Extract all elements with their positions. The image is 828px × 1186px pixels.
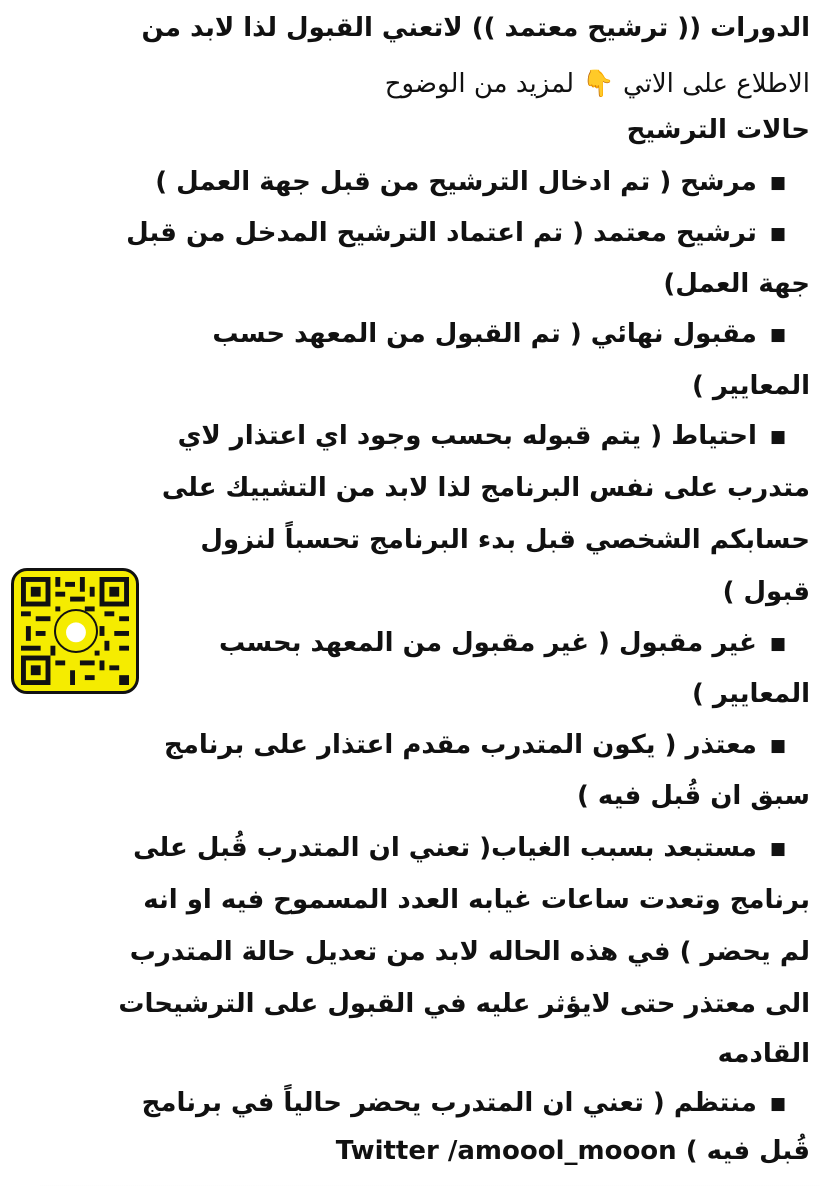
bullet-icon: ■ (769, 838, 786, 859)
list-item (212, 314, 786, 354)
text-fragment: قُبل فيه ) (685, 1136, 810, 1166)
text-line: الى معتذر حتى لايؤثر عليه في القبول على الترشيحات (118, 989, 810, 1019)
list-item-text: ترشيح معتمد ( تم اعتماد الترشيح المدخل من قبل (126, 218, 757, 248)
text-line: القادمه (717, 1039, 810, 1069)
text-fragment: الاطلاع على الاتي (622, 69, 810, 99)
text-line (336, 1131, 810, 1171)
list-item (164, 725, 786, 765)
snapchat-qr-code (11, 568, 139, 694)
bullet-icon: ■ (769, 223, 786, 244)
bullet-icon: ■ (769, 426, 786, 447)
bullet-icon: ■ (769, 1093, 786, 1114)
text-line: الدورات (( ترشيح معتمد )) لاتعني القبول لذا لابد من (141, 13, 810, 43)
list-item (178, 416, 786, 456)
text-fragment: لمزيد من الوضوح (384, 69, 575, 99)
text-line (385, 64, 810, 104)
text-line: متدرب على نفس البرنامج لذا لابد من التشييك على (161, 473, 810, 503)
list-item-text: غير مقبول ( غير مقبول من المعهد بحسب (219, 628, 757, 658)
text-line: قبول ) (722, 577, 810, 607)
list-item-text: منتظم ( تعني ان المتدرب يحضر حالياً في برنامج (141, 1088, 757, 1118)
list-item (142, 1083, 786, 1123)
list-item-text: معتذر ( يكون المتدرب مقدم اعتذار على برنامج (164, 730, 757, 760)
list-item-text: مستبعد بسبب الغياب( تعني ان المتدرب قُبل على (133, 833, 757, 863)
text-line: المعايير ) (691, 371, 810, 401)
bullet-icon: ■ (769, 633, 786, 654)
text-line: جهة العمل) (663, 269, 810, 299)
bullet-icon: ■ (769, 735, 786, 756)
bullet-icon: ■ (769, 172, 786, 193)
list-item-text: مرشح ( تم ادخال الترشيح من قبل جهة العمل ) (155, 167, 757, 197)
document-text (40, 0, 810, 1186)
list-item (155, 162, 786, 202)
text-line: لم يحضر ) في هذه الحاله لابد من تعديل حالة المتدرب (129, 937, 810, 967)
bullet-icon: ■ (769, 324, 786, 345)
pointing-down-emoji-icon: 👇 (582, 69, 615, 99)
text-line: برنامج وتعدت ساعات غيابه العدد المسموح فيه او انه (143, 885, 810, 915)
list-item (126, 213, 786, 253)
list-item-text: مقبول نهائي ( تم القبول من المعهد حسب (212, 319, 757, 349)
list-item-text: احتياط ( يتم قبوله بحسب وجود اي اعتذار لاي (177, 421, 757, 451)
list-item (133, 828, 786, 868)
snapchat-ghost-icon: ● (54, 609, 98, 653)
twitter-handle: Twitter /amoool_mooon (335, 1136, 677, 1166)
text-line: سبق ان قُبل فيه ) (576, 781, 810, 811)
text-line: المعايير ) (691, 679, 810, 709)
cut-off-line (40, 1173, 820, 1186)
section-heading: حالات الترشيح (626, 115, 810, 145)
text-line: حسابكم الشخصي قبل بدء البرنامج تحسباً لنزول (200, 525, 810, 555)
list-item (219, 623, 786, 663)
